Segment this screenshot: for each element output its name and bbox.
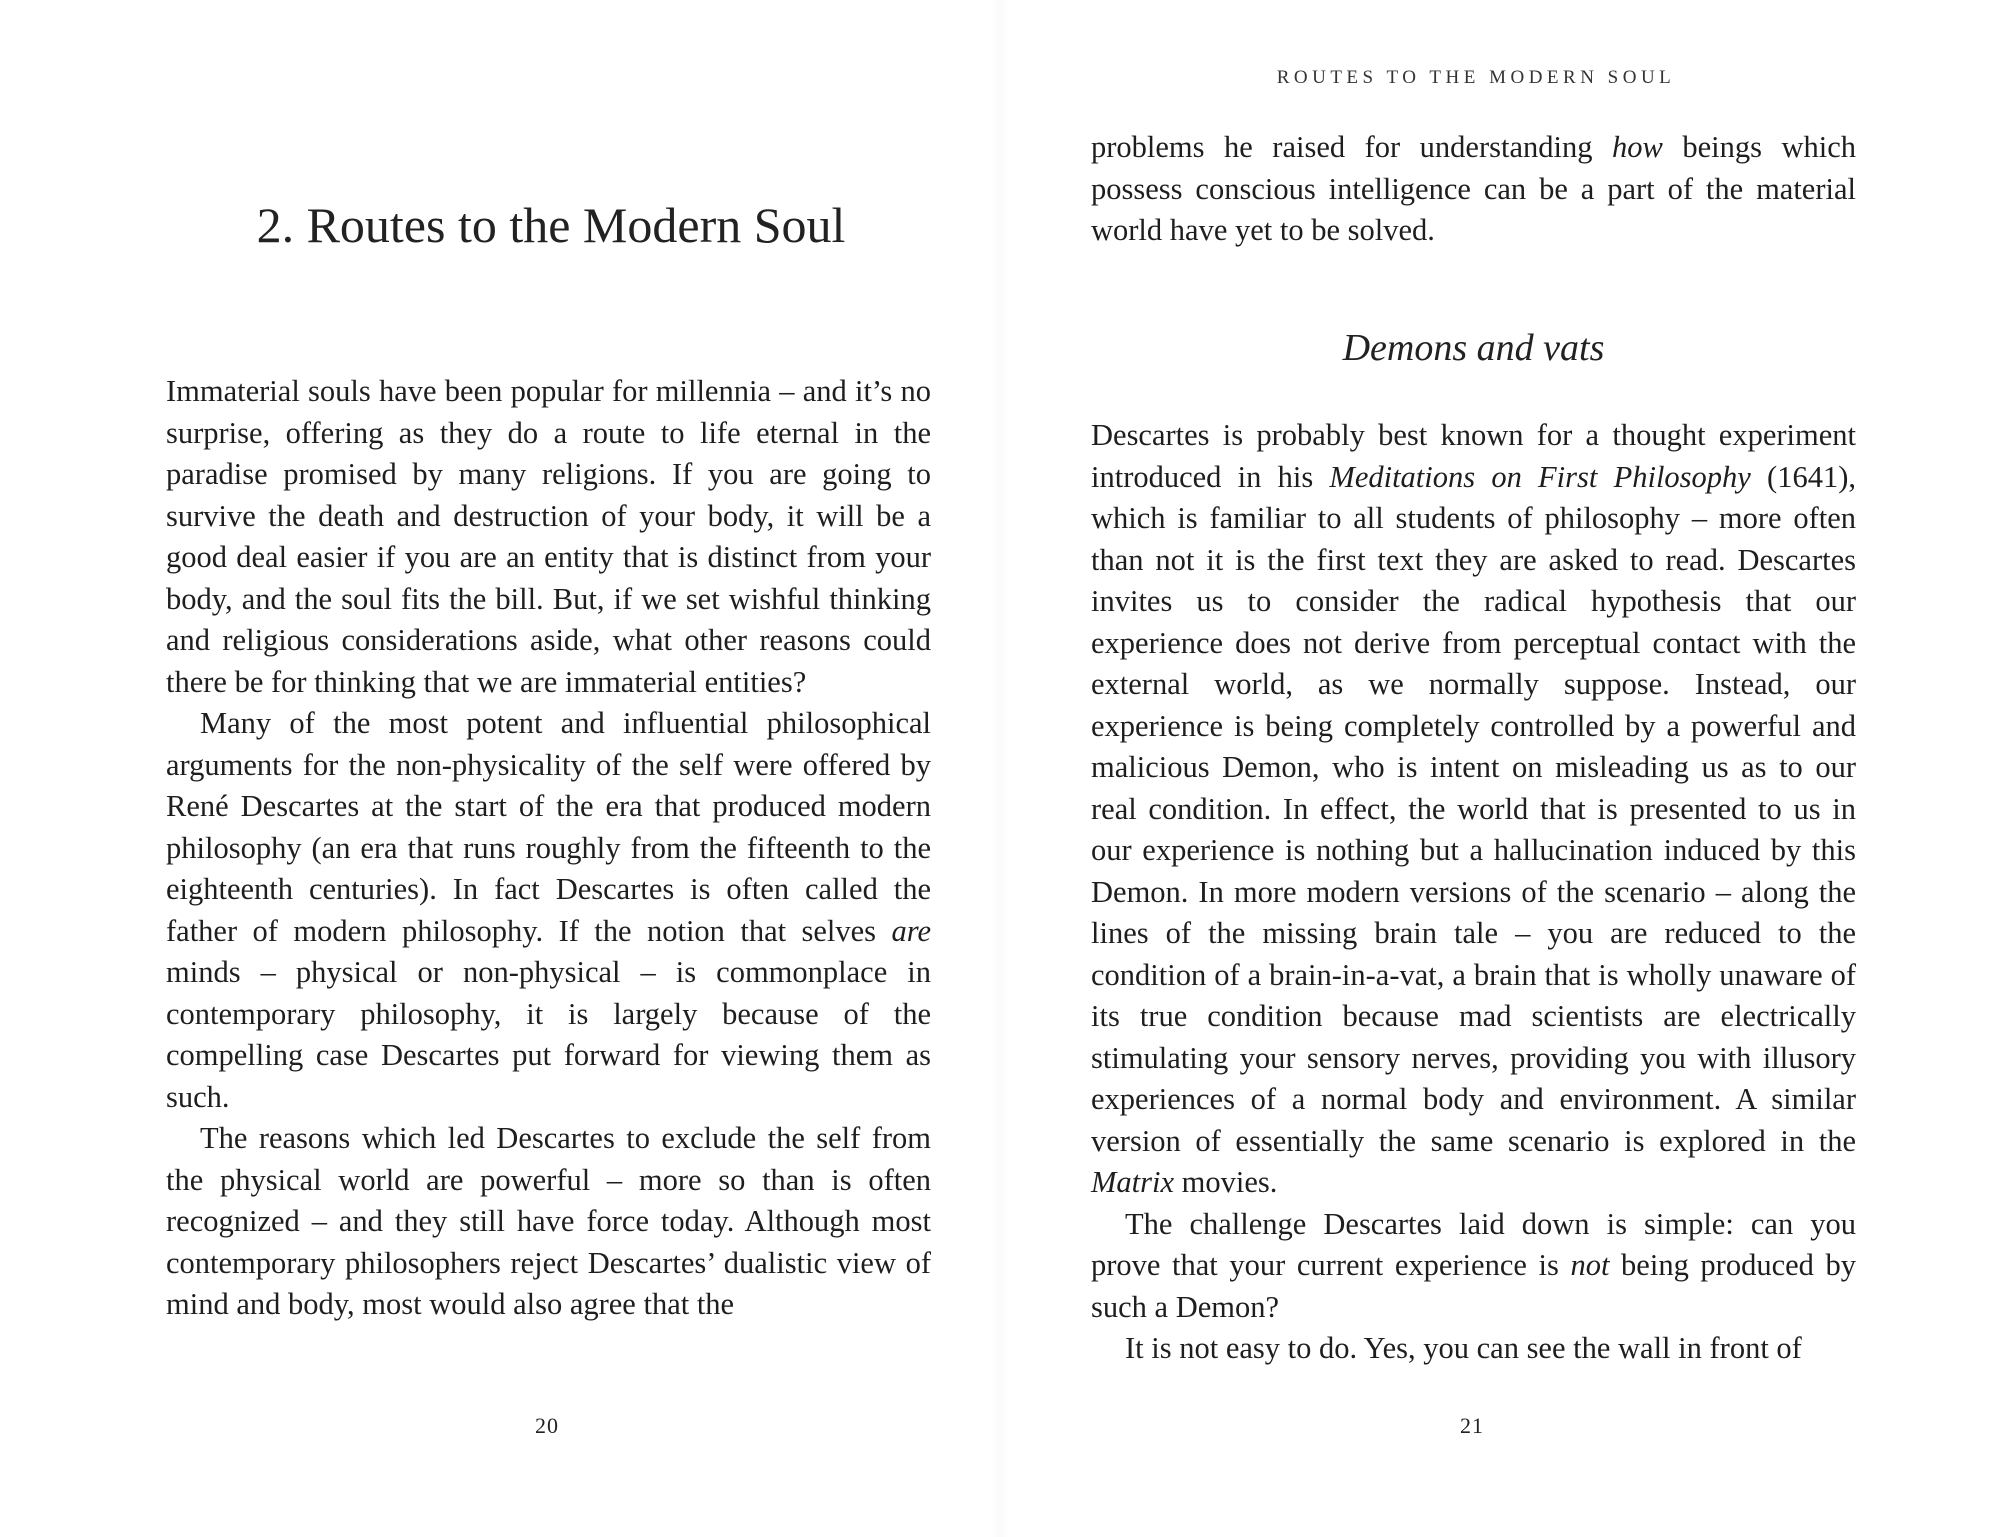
chapter-title: 2. Routes to the Modern Soul (256, 197, 846, 253)
right-body-text (1091, 415, 1856, 1370)
italic-text: how (1611, 130, 1663, 164)
paragraph: It is not easy to do. Yes, you can see the wall in front of (1125, 1331, 1802, 1365)
continuation-text (1091, 127, 1856, 252)
paragraph: problems he raised for understanding how beings which possess conscious intelligence can be a part of the material world have yet to be solved. (1091, 130, 1856, 247)
running-head: ROUTES TO THE MODERN SOUL (1276, 67, 1676, 88)
page-number-right: 21 (1460, 1413, 1484, 1438)
italic-text: are (891, 913, 931, 948)
section-heading: Demons and vats (1342, 327, 1605, 369)
italic-text: Meditations on First Philosophy (1329, 459, 1751, 494)
paragraph: The challenge Descartes laid down is simple: can you prove that your current experience is not being produced by such a Demon? (1091, 1206, 1856, 1324)
left-body-text (166, 371, 931, 1326)
paragraph: Many of the most potent and influential philosophical arguments for the non-physicality of the self were offered by René Descartes at the start of the era that produced modern philosophy (an era that runs roughly from the fifteenth to the eighteenth centuries). In fact Descartes is often called the father of modern philosophy. If the notion that selves are minds – physical or non-physical – is commonplace in contemporary philosophy, it is largely because of the compelling case Descartes put forward for viewing them as such. (166, 706, 931, 1114)
paragraph: Immaterial souls have been popular for millennia – and it’s no surprise, offering as they do a route to life eternal in the paradise promised by many religions. If you are going to survive the death and destruction of your body, it will be a good deal easier if you are an entity that is distinct from your body, and the soul fits the bill. But, if we set wishful thinking and religious considerations aside, what other reasons could there be for thinking that we are immaterial entities? (166, 374, 931, 699)
italic-text: Matrix (1091, 1165, 1175, 1199)
paragraph: Descartes is probably best known for a thought experiment introduced in his Meditations on First Philosophy (1641), which is familiar to all students of philosophy – more often than not it is the first text they are asked to read. Descartes invites us to consider the radical hypothesis that our experience does not derive from perceptual contact with the external world, as we normally suppose. Instead, our experience is being completely controlled by a powerful and malicious Demon, who is intent on misleading us as to our real condition. In effect, the world that is presented to us in our experience is nothing but a hallucination induced by this Demon. In more modern versions of the scenario – along the lines of the missing brain tale – you are reduced to the condition of a brain-in-a-vat, a brain that is wholly unaware of its true condition because mad scientists are electrically stimulating your sensory nerves, providing you with illusory experiences of a normal body and environment. A similar version of essentially the same scenario is explored in the Matrix movies. (1091, 418, 1856, 1199)
paragraph: The reasons which led Descartes to exclude the self from the physical world are powerful – more so than is often recognized – and they still have force today. Although most contemporary philosophers reject Descartes’ dualistic view of mind and body, most would also agree that the (166, 1121, 931, 1321)
page-number-left: 20 (535, 1413, 559, 1438)
italic-text: not (1570, 1248, 1610, 1282)
